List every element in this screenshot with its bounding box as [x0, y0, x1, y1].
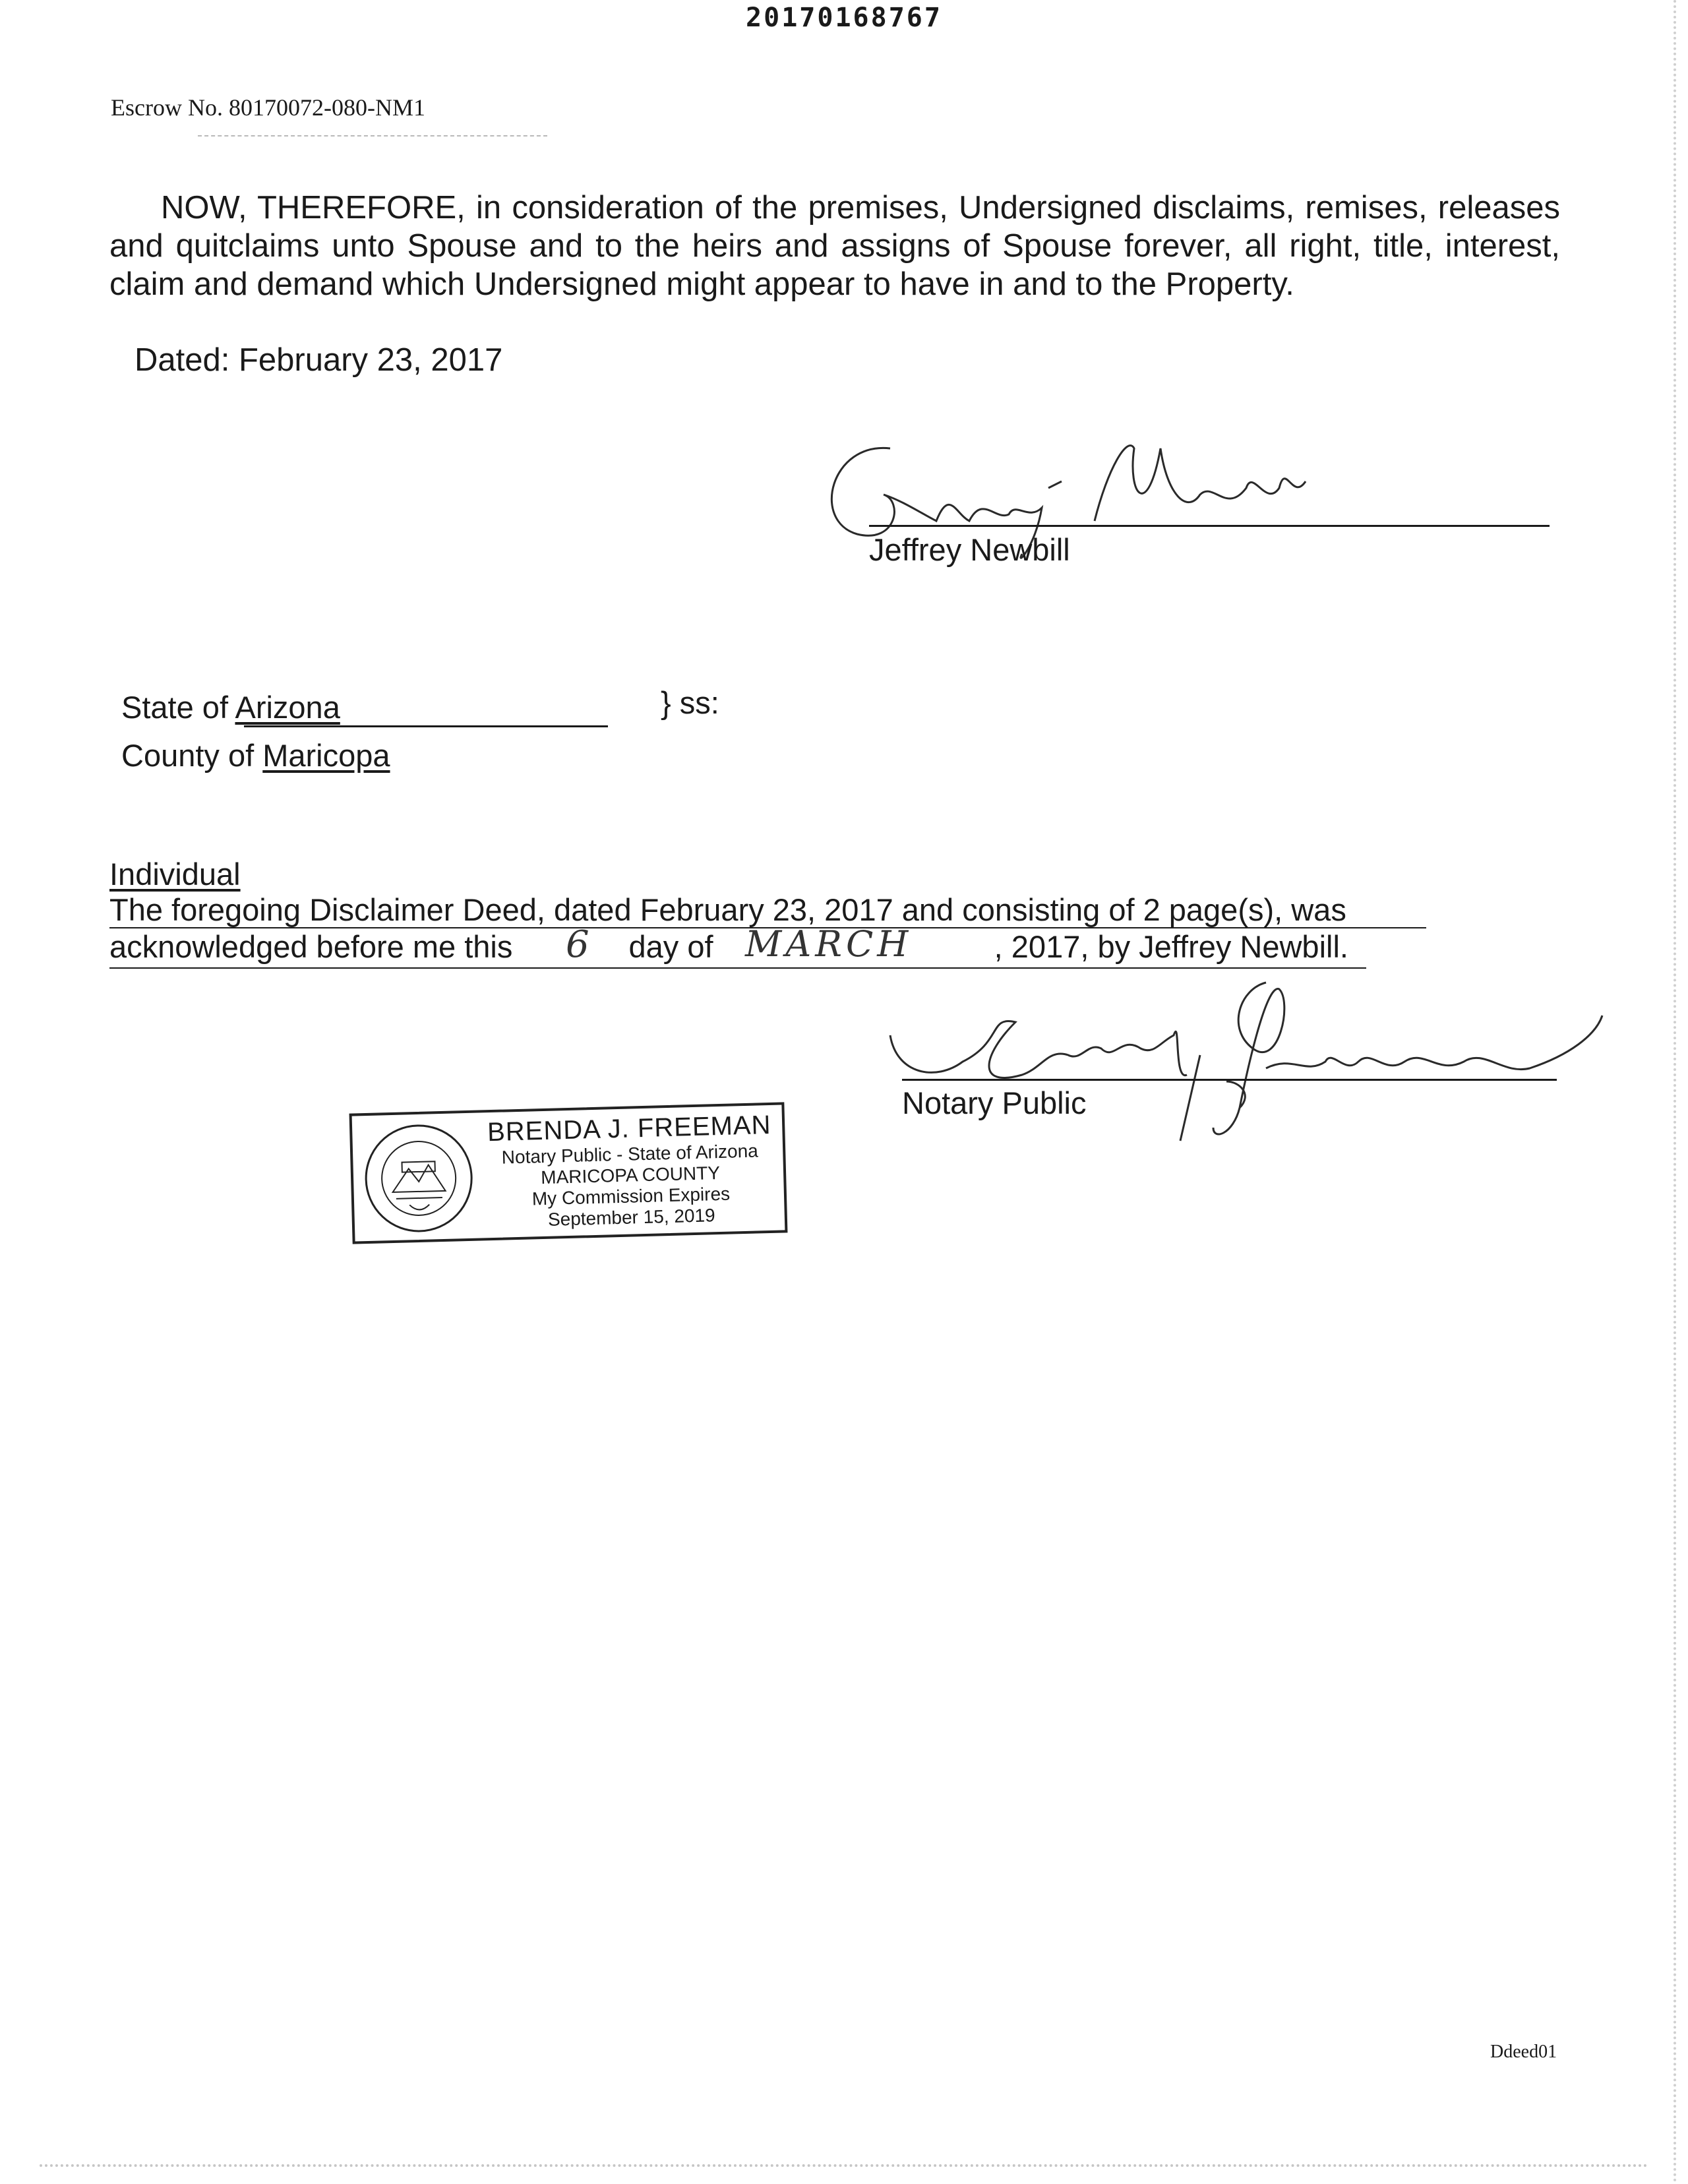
venue-ss: } ss: [661, 685, 719, 720]
dated-line: Dated: February 23, 2017 [135, 342, 503, 378]
venue-state [121, 689, 340, 725]
seal-notary-name: BRENDA J. FREEMAN [487, 1110, 771, 1147]
scan-artifact-footer [40, 2164, 1648, 2167]
handwritten-day: 6 [566, 923, 589, 966]
seal-line-4: My Commission Expires [531, 1183, 731, 1209]
acknowledgment-underline-2 [109, 967, 1366, 969]
disclaimer-paragraph: NOW, THEREFORE, in consideration of the premises, Undersigned disclaims, remises, releases and quitclaims unto Spouse and to the heirs and assigns of Spouse forever, all right, title, interest, claim and demand which Undersigned might appear to have in and to the Property. [109, 190, 1560, 302]
acknowledgment-line-1: The foregoing Disclaimer Deed, dated February 23, 2017 and consisting of 2 page(s), was [109, 892, 1346, 927]
seal-line-3: MARICOPA COUNTY [540, 1162, 721, 1188]
notary-signature [870, 976, 1622, 1147]
seal-line-5: September 15, 2019 [547, 1205, 716, 1230]
recording-number: 20170168767 [746, 3, 942, 33]
handwritten-month: MARCH [745, 923, 913, 965]
venue-county [121, 737, 390, 774]
venue-county-prefix: County of [121, 738, 263, 773]
acknowledgment-line-2 [109, 928, 1348, 965]
ack-text-a: acknowledged before me this [109, 929, 513, 964]
state-seal-icon [361, 1121, 476, 1236]
notary-label: Notary Public [902, 1085, 1087, 1120]
notary-signature-line [902, 1079, 1557, 1081]
signer-name: Jeffrey Newbill [869, 532, 1070, 567]
form-code: Ddeed01 [1490, 2042, 1557, 2062]
signature-line [869, 525, 1550, 527]
venue-state-value: Arizona [235, 690, 340, 725]
venue-state-prefix: State of [121, 690, 235, 725]
scan-artifact-edge [1673, 0, 1676, 2184]
ack-text-c: , 2017, by Jeffrey Newbill. [994, 929, 1348, 964]
scan-artifact [198, 135, 547, 136]
venue-county-value: Maricopa [262, 738, 390, 773]
seal-line-2: Notary Public - State of Arizona [501, 1140, 759, 1168]
acknowledgment-heading: Individual [109, 857, 241, 892]
venue-state-underline [244, 725, 608, 727]
notary-seal [349, 1102, 788, 1244]
escrow-number: Escrow No. 80170072-080-NM1 [111, 94, 425, 121]
ack-text-b: day of [628, 929, 713, 964]
